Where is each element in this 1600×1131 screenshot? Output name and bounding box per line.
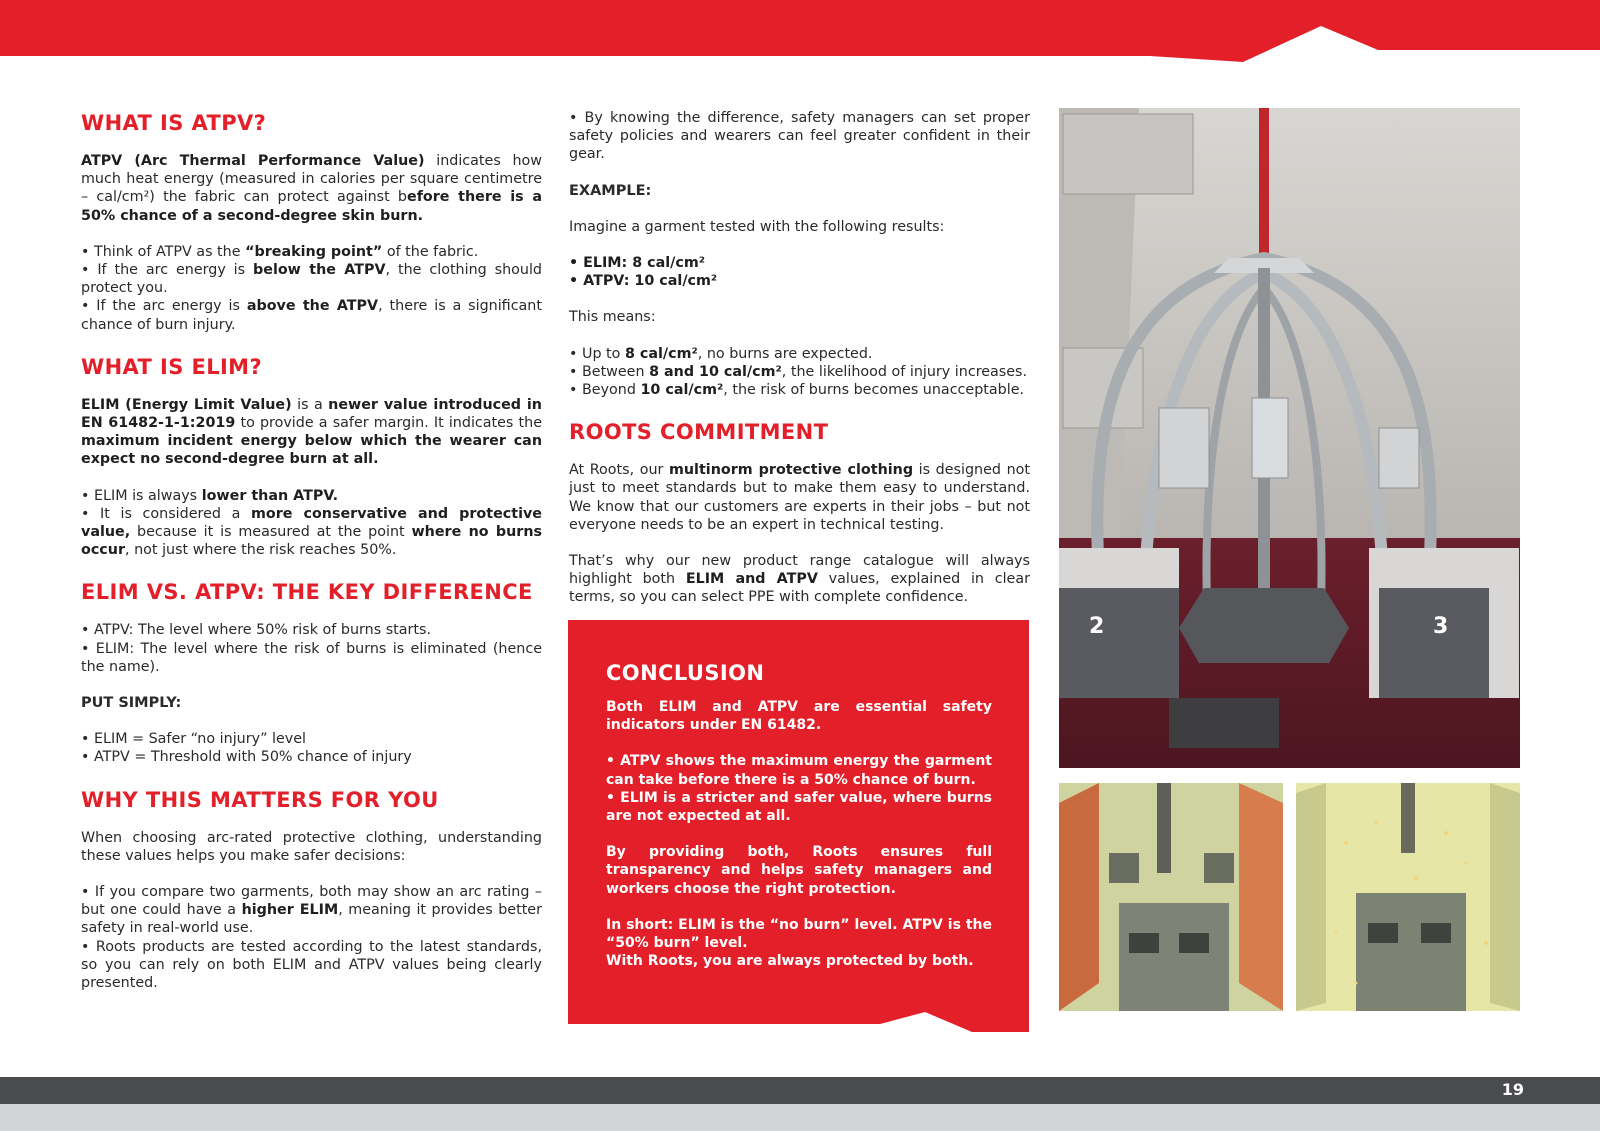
list-item: • By knowing the difference, safety managers can set proper safety policies and wearers can feel greater confident in their gear.	[569, 110, 1030, 163]
arc-test-photo-during	[1296, 783, 1520, 1011]
list-item: • ELIM is a stricter and safer value, where burns are not expected at all.	[606, 789, 992, 825]
conclusion-paragraph: With Roots, you are always protected by both.	[606, 953, 974, 970]
header-red-band	[0, 0, 1600, 64]
list-item: • ELIM: 8 cal/cm²	[569, 255, 706, 272]
rig-label-3: 3	[1433, 614, 1449, 639]
list-item: • ATPV: The level where 50% risk of burns starts.	[81, 622, 431, 639]
example-this-means: This means:	[569, 309, 656, 326]
heading-what-is-elim: WHAT IS ELIM?	[81, 354, 263, 379]
arc-test-photo-before	[1059, 783, 1283, 1011]
heading-example: EXAMPLE:	[569, 182, 652, 199]
commitment-paragraph-2: That’s why our new product range catalogue will always highlight both ELIM and ATPV values, explained in clear terms, so you can select PPE with complete confidence.	[569, 553, 1030, 606]
list-item: • Beyond 10 cal/cm², the risk of burns becomes unacceptable.	[569, 382, 1025, 399]
list-item: • ELIM: The level where the risk of burns is eliminated (hence the name).	[81, 640, 542, 675]
list-item: • ATPV shows the maximum energy the garment can take before there is a 50% chance of burn.	[606, 753, 992, 788]
list-item: • If the arc energy is below the ATPV, the clothing should protect you.	[81, 262, 542, 297]
list-item: • Between 8 and 10 cal/cm², the likelihood of injury increases.	[569, 363, 1028, 380]
list-item: • Up to 8 cal/cm², no burns are expected.	[569, 345, 873, 362]
conclusion-paragraph: In short: ELIM is the “no burn” level. ATPV is the “50% burn” level.	[606, 916, 992, 952]
matters-intro: When choosing arc-rated protective clothing, understanding these values helps you make safer decisions:	[81, 829, 542, 864]
list-item: • ATPV = Threshold with 50% chance of injury	[81, 749, 412, 766]
list-item: • It is considered a more conservative and protective value, because it is measured at the point where no burns occur, not just where the risk reaches 50%.	[81, 505, 543, 559]
heading-roots-commitment: ROOTS COMMITMENT	[569, 420, 829, 445]
page-number: 19	[1501, 1080, 1524, 1099]
arc-test-rig-photo	[1059, 108, 1520, 768]
conclusion-title: CONCLUSION	[606, 661, 765, 685]
commitment-paragraph-1: At Roots, our multinorm protective clothing is designed not just to meet standards but to make them easy to understand. We know that our customers are experts in their jobs – but not everyone needs to be an expert in technical testing.	[569, 462, 1030, 533]
list-item: • If you compare two garments, both may show an arc rating – but one could have a higher ELIM, meaning it provides better safety in real-world use.	[81, 884, 542, 937]
list-item: • ATPV: 10 cal/cm²	[569, 273, 718, 290]
list-item: • Roots products are tested according to the latest standards, so you can rely on both ELIM and ATPV values being clearly presented.	[81, 938, 542, 992]
elim-definition: ELIM (Energy Limit Value) is a newer value introduced in EN 61482-1-1:2019 to provide a safer margin. It indicates the maximum incident energy below which the wearer can expect no second-degree burn at all.	[81, 396, 542, 468]
list-item: • ELIM is always lower than ATPV.	[81, 487, 338, 504]
list-item: • Think of ATPV as the “breaking point” of the fabric.	[81, 243, 479, 260]
example-intro: Imagine a garment tested with the following results:	[569, 218, 945, 235]
list-item: • If the arc energy is above the ATPV, there is a significant chance of burn injury.	[81, 298, 542, 333]
atpv-definition: ATPV (Arc Thermal Performance Value) indicates how much heat energy (measured in calories per square centimetre – cal/cm²) the fabric can protect against before there is a 50% chance of a second-degree skin burn.	[81, 153, 542, 224]
conclusion-text	[606, 660, 992, 970]
left-column	[81, 110, 542, 992]
list-item: • ELIM = Safer “no injury” level	[81, 731, 307, 748]
footer-bar-light	[0, 1104, 1600, 1131]
conclusion-paragraph: By providing both, Roots ensures full transparency and helps safety managers and workers choose the right protection.	[606, 844, 992, 897]
heading-key-difference: ELIM VS. ATPV: THE KEY DIFFERENCE	[81, 580, 533, 605]
footer-bar	[0, 1077, 1600, 1104]
heading-why-matters: WHY THIS MATTERS FOR YOU	[81, 787, 439, 812]
middle-column	[569, 109, 1030, 607]
rig-label-2: 2	[1089, 614, 1105, 639]
conclusion-paragraph: Both ELIM and ATPV are essential safety indicators under EN 61482.	[606, 699, 992, 734]
heading-put-simply: PUT SIMPLY:	[81, 695, 182, 712]
heading-what-is-atpv: WHAT IS ATPV?	[81, 111, 267, 135]
